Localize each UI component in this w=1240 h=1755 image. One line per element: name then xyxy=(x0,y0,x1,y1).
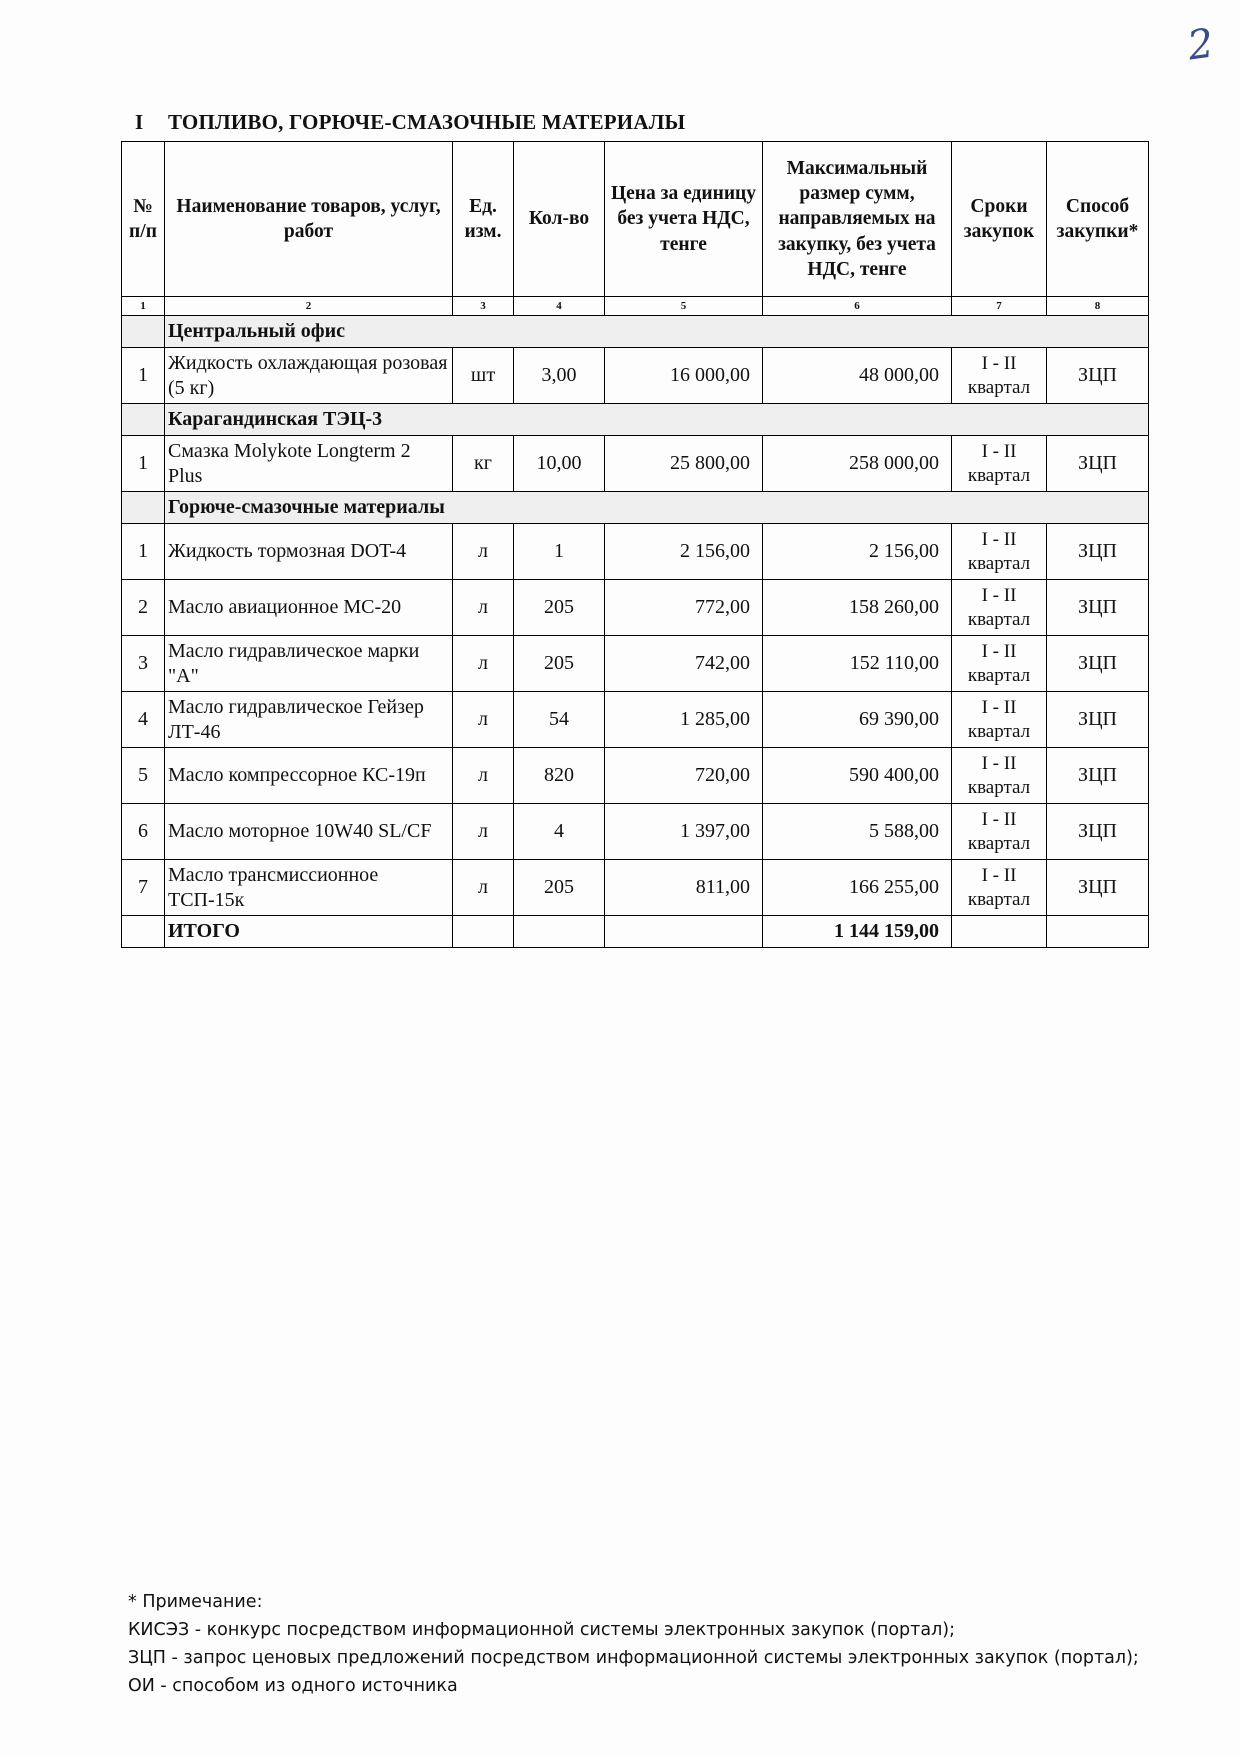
item-price: 742,00 xyxy=(605,636,763,692)
section-title-text: ТОПЛИВО, ГОРЮЧЕ-СМАЗОЧНЫЕ МАТЕРИАЛЫ xyxy=(168,110,686,134)
item-method: ЗЦП xyxy=(1047,524,1149,580)
column-number: 8 xyxy=(1047,297,1149,316)
total-cell-empty xyxy=(514,916,605,948)
table-row xyxy=(122,636,1149,692)
item-name: Смазка Molykote Longterm 2 Plus xyxy=(165,436,453,492)
header-term: Сроки закупок xyxy=(952,142,1047,297)
footnote-line: КИСЭЗ - конкурс посредством информационной системы электронных закупок (портал); xyxy=(128,1620,955,1640)
item-term: I - II квартал xyxy=(952,636,1047,692)
item-sum: 158 260,00 xyxy=(763,580,952,636)
footnote-title: * Примечание: xyxy=(128,1592,263,1612)
item-price: 811,00 xyxy=(605,860,763,916)
item-method: ЗЦП xyxy=(1047,636,1149,692)
group-row xyxy=(122,492,1149,524)
total-label: ИТОГО xyxy=(165,916,453,948)
item-name: Жидкость охлаждающая розовая (5 кг) xyxy=(165,348,453,404)
footnote-line: ЗЦП - запрос ценовых предложений посредством информационной системы электронных закупок (портал); xyxy=(128,1648,1139,1668)
footnote xyxy=(128,1588,1139,1700)
item-name: Масло компрессорное КС-19п xyxy=(165,748,453,804)
item-quantity: 1 xyxy=(514,524,605,580)
header-number: № п/п xyxy=(122,142,165,297)
item-term: I - II квартал xyxy=(952,580,1047,636)
row-number: 2 xyxy=(122,580,165,636)
row-number: 1 xyxy=(122,524,165,580)
item-price: 720,00 xyxy=(605,748,763,804)
column-number: 5 xyxy=(605,297,763,316)
table-row xyxy=(122,348,1149,404)
group-cell-empty xyxy=(122,404,165,436)
item-term: I - II квартал xyxy=(952,348,1047,404)
header-price: Цена за единицу без учета НДС, тенге xyxy=(605,142,763,297)
footnote-line: ОИ - способом из одного источника xyxy=(128,1676,458,1696)
row-number: 5 xyxy=(122,748,165,804)
item-term: I - II квартал xyxy=(952,524,1047,580)
row-number: 4 xyxy=(122,692,165,748)
column-number: 1 xyxy=(122,297,165,316)
item-term: I - II квартал xyxy=(952,692,1047,748)
table-row xyxy=(122,524,1149,580)
table-header-row xyxy=(122,142,1149,297)
item-quantity: 4 xyxy=(514,804,605,860)
item-unit: л xyxy=(453,860,514,916)
column-number-row xyxy=(122,297,1149,316)
item-term: I - II квартал xyxy=(952,436,1047,492)
item-price: 16 000,00 xyxy=(605,348,763,404)
total-cell-empty xyxy=(952,916,1047,948)
item-unit: шт xyxy=(453,348,514,404)
item-method: ЗЦП xyxy=(1047,348,1149,404)
column-number: 6 xyxy=(763,297,952,316)
item-quantity: 205 xyxy=(514,860,605,916)
item-name: Масло авиационное МС-20 xyxy=(165,580,453,636)
item-sum: 69 390,00 xyxy=(763,692,952,748)
item-sum: 48 000,00 xyxy=(763,348,952,404)
item-sum: 590 400,00 xyxy=(763,748,952,804)
total-sum: 1 144 159,00 xyxy=(763,916,952,948)
item-price: 1 285,00 xyxy=(605,692,763,748)
item-unit: л xyxy=(453,804,514,860)
item-sum: 258 000,00 xyxy=(763,436,952,492)
row-number: 7 xyxy=(122,860,165,916)
total-cell-empty xyxy=(453,916,514,948)
item-name: Масло трансмиссионное ТСП-15к xyxy=(165,860,453,916)
item-method: ЗЦП xyxy=(1047,748,1149,804)
item-quantity: 54 xyxy=(514,692,605,748)
item-unit: л xyxy=(453,636,514,692)
item-price: 2 156,00 xyxy=(605,524,763,580)
item-price: 772,00 xyxy=(605,580,763,636)
item-price: 25 800,00 xyxy=(605,436,763,492)
item-method: ЗЦП xyxy=(1047,580,1149,636)
total-cell-empty xyxy=(122,916,165,948)
total-row xyxy=(122,916,1149,948)
row-number: 3 xyxy=(122,636,165,692)
column-number: 2 xyxy=(165,297,453,316)
item-method: ЗЦП xyxy=(1047,692,1149,748)
item-unit: л xyxy=(453,524,514,580)
item-quantity: 10,00 xyxy=(514,436,605,492)
group-title: Карагандинская ТЭЦ-3 xyxy=(165,404,1149,436)
header-name: Наименование товаров, услуг, работ xyxy=(165,142,453,297)
group-title: Центральный офис xyxy=(165,316,1149,348)
column-number: 3 xyxy=(453,297,514,316)
item-price: 1 397,00 xyxy=(605,804,763,860)
item-name: Масло моторное 10W40 SL/CF xyxy=(165,804,453,860)
item-quantity: 820 xyxy=(514,748,605,804)
group-cell-empty xyxy=(122,316,165,348)
item-name: Масло гидравлическое Гейзер ЛТ-46 xyxy=(165,692,453,748)
item-quantity: 3,00 xyxy=(514,348,605,404)
table-row xyxy=(122,860,1149,916)
header-unit: Ед. изм. xyxy=(453,142,514,297)
total-cell-empty xyxy=(1047,916,1149,948)
column-number: 7 xyxy=(952,297,1047,316)
group-row xyxy=(122,316,1149,348)
section-number: I xyxy=(135,110,144,134)
table-row xyxy=(122,748,1149,804)
item-sum: 5 588,00 xyxy=(763,804,952,860)
item-method: ЗЦП xyxy=(1047,860,1149,916)
group-cell-empty xyxy=(122,492,165,524)
table-row xyxy=(122,580,1149,636)
table-row xyxy=(122,692,1149,748)
item-quantity: 205 xyxy=(514,580,605,636)
table-row xyxy=(122,436,1149,492)
item-unit: л xyxy=(453,580,514,636)
item-name: Жидкость тормозная DOT-4 xyxy=(165,524,453,580)
item-method: ЗЦП xyxy=(1047,436,1149,492)
item-unit: л xyxy=(453,692,514,748)
item-sum: 2 156,00 xyxy=(763,524,952,580)
row-number: 6 xyxy=(122,804,165,860)
header-quantity: Кол-во xyxy=(514,142,605,297)
item-quantity: 205 xyxy=(514,636,605,692)
goods-table xyxy=(121,141,1149,948)
section-title xyxy=(135,110,685,135)
item-unit: л xyxy=(453,748,514,804)
row-number: 1 xyxy=(122,348,165,404)
item-method: ЗЦП xyxy=(1047,804,1149,860)
column-number: 4 xyxy=(514,297,605,316)
table-row xyxy=(122,804,1149,860)
total-cell-empty xyxy=(605,916,763,948)
item-term: I - II квартал xyxy=(952,804,1047,860)
page-number: 2 xyxy=(1184,20,1217,70)
item-sum: 152 110,00 xyxy=(763,636,952,692)
group-row xyxy=(122,404,1149,436)
group-title: Горюче-смазочные материалы xyxy=(165,492,1149,524)
header-method: Способ закупки* xyxy=(1047,142,1149,297)
item-term: I - II квартал xyxy=(952,860,1047,916)
item-sum: 166 255,00 xyxy=(763,860,952,916)
item-unit: кг xyxy=(453,436,514,492)
item-term: I - II квартал xyxy=(952,748,1047,804)
header-max-sum: Максимальный размер сумм, направляемых на закупку, без учета НДС, тенге xyxy=(763,142,952,297)
row-number: 1 xyxy=(122,436,165,492)
item-name: Масло гидравлическое марки "А" xyxy=(165,636,453,692)
